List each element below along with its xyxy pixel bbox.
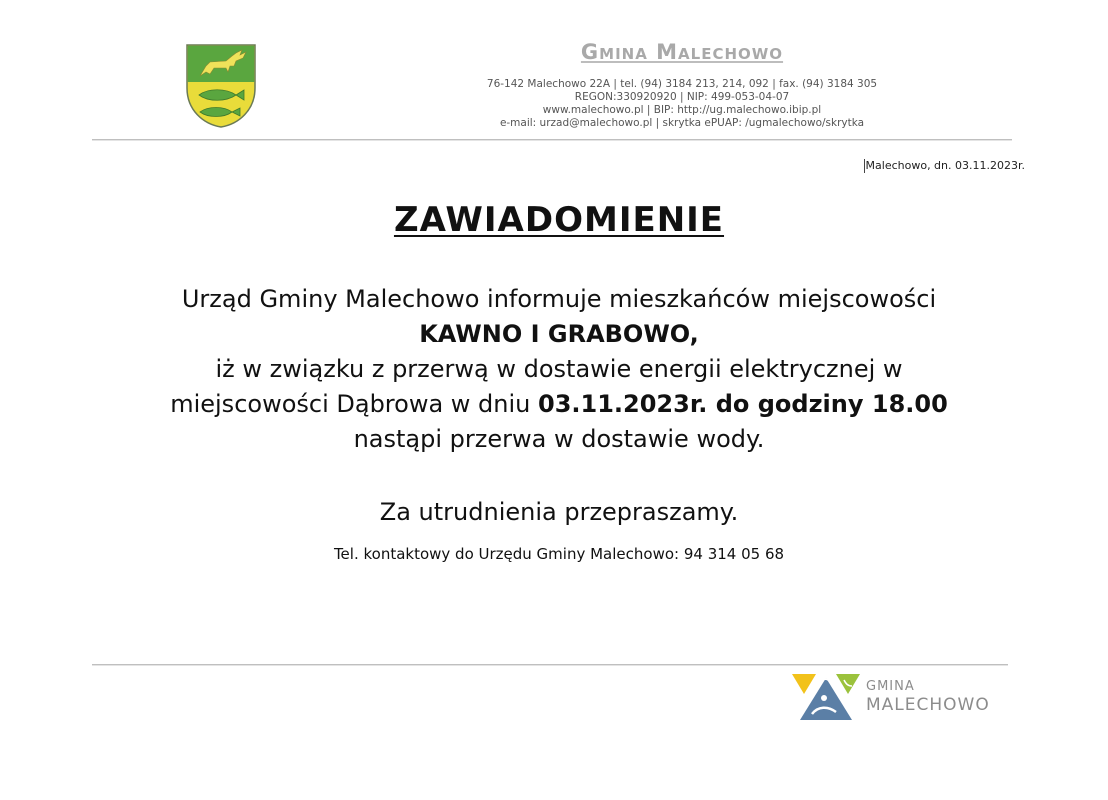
contact-www-line[interactable]: www.malechowo.pl | BIP: http://ug.malechowo.ibip.pl xyxy=(542,104,822,116)
contact-block xyxy=(430,78,934,130)
notice-line-4 xyxy=(70,387,1048,422)
contact-address-line: 76-142 Malechowo 22A | tel. (94) 3184 213, 214, 092 | fax. (94) 3184 305 xyxy=(486,78,878,90)
footer-brand-big: MALECHOWO xyxy=(866,695,990,715)
gmina-logo-icon xyxy=(790,670,862,722)
notice-line-4-prefix: miejscowości Dąbrowa w dniu xyxy=(170,390,538,418)
notice-villages xyxy=(70,317,1048,352)
notice-line-5: nastąpi przerwa w dostawie wody. xyxy=(353,425,765,453)
contact-regon-line: REGON:330920920 | NIP: 499-053-04-07 xyxy=(574,91,790,103)
organization-name: Gmina Malechowo xyxy=(580,40,784,64)
notice-line-1: Urząd Gminy Malechowo informuje mieszkańców miejscowości xyxy=(181,285,937,313)
footer-brand xyxy=(866,679,990,715)
apology-text: Za utrudnienia przepraszamy. xyxy=(379,498,739,526)
footer-divider xyxy=(92,664,1008,666)
contact-email-line[interactable]: e-mail: urzad@malechowo.pl | skrytka ePUAP: /ugmalechowo/skrytka xyxy=(499,117,865,129)
document-title: ZAWIADOMIENIE xyxy=(393,200,725,240)
coat-of-arms-icon xyxy=(186,44,256,128)
notice-date-time: 03.11.2023r. do godziny 18.00 xyxy=(538,390,948,418)
header-divider xyxy=(92,139,1012,141)
contact-phone: Tel. kontaktowy do Urzędu Gminy Malechowo: 94 314 05 68 xyxy=(333,545,785,563)
footer-brand-small: GMINA xyxy=(866,679,915,694)
document-date: Malechowo, dn. 03.11.2023r. xyxy=(865,159,1025,172)
villages-bold: KAWNO I GRABOWO, xyxy=(419,320,699,348)
notice-body xyxy=(70,282,1048,457)
notice-line-3: iż w związku z przerwą w dostawie energii elektrycznej w xyxy=(215,355,903,383)
